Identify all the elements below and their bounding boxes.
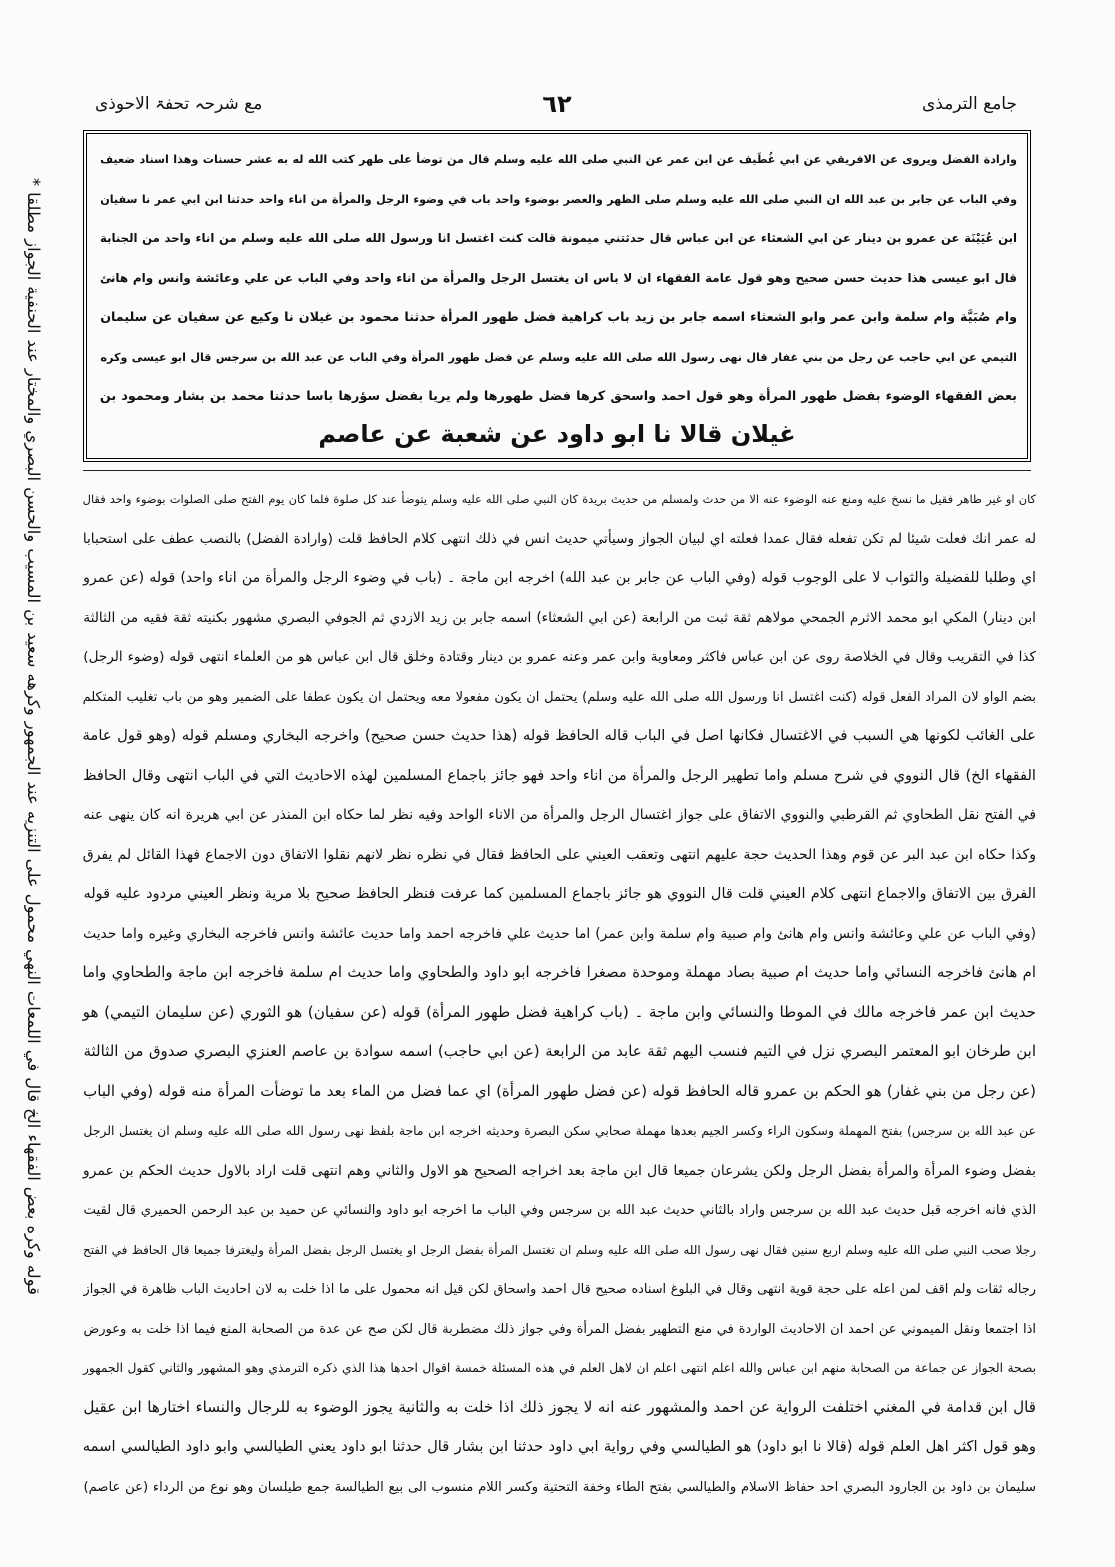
commentary-line: وهو قول اكثر اهل العلم قوله (قالا نا ابو داود) هو الطيالسي وفي رواية ابي داود حدثنا ابن بشار قال حدثنا ابو داود يعني الطيالسي وابو داود الطيالسي اسمه [82, 1438, 1036, 1455]
section-divider [83, 470, 1031, 471]
commentary-line: (عن رجل من بني غفار) هو الحكم بن عمرو قاله الحافظ قوله (عن فضل طهور المرأة) اي عما فضل من الماء بعد ما توضأت المرأة منه قوله (وفي الباب [83, 1081, 1036, 1100]
commentary-line: له عمر انك فعلت شيئا لم تكن تفعله فقال عمدا فعلته اي لبيان الجواز وسيأتي حديث انس في ذلك انتهى كلام الحافظ قلت (وارادة الفضل) بالنصب عطف على استحبابا [82, 530, 1036, 547]
commentary-line: بفضل وضوء المرأة والمرأة بفضل الرجل ولكن يشرعان جميعا قال ابن ماجة بعد اخراجه الصحيح هو الاول والثاني وهم انتهى قلت اراد بالاول حديث الحكم بن عمرو [82, 1162, 1036, 1179]
matn-line-last: غيلان قالا نا ابو داود عن شعبة عن عاصم [318, 419, 796, 448]
matn-line: وفي الباب عن جابر بن عبد الله ان النبي صلى الله عليه وسلم صلى الظهر والعصر بوضوء واحد باب في وضوء الرجل والمرأة من اناء واحد حدثنا ابن ابي عمر نا سفيان [100, 192, 1017, 206]
book-title-text: جامع الترمذی [922, 94, 1017, 114]
commentary-line: بضم الواو لان المراد الفعل قوله (كنت اغتسل انا ورسول الله صلى الله عليه وسلم) يحتمل ان يكون مفعولا معه ويحتمل ان يكون عطفا على الضمير وهو من باب تغليب المتكلم [82, 689, 1036, 705]
commentary-line: رجلا صحب النبي صلى الله عليه وسلم اربع سنين فقال نهى رسول الله صلى الله عليه وسلم ان تغتسل المرأة بفضل الرجل او يغتسل الرجل بفضل المرأة وليغترفا جميعا قال الحافظ في الفتح [82, 1242, 1036, 1257]
matn-line: بعض الفقهاء الوضوء بفضل طهور المرأة وهو قول احمد واسحق كرها فضل طهورها ولم يريا بفضل سؤرها باسا حدثنا محمد بن بشار ومحمود بن [99, 389, 1017, 404]
commentary-title-text: مع شرحہ تحفۃ الاحوذی [95, 94, 263, 114]
commentary-line: حديث ابن عمر فاخرجه مالك في الموطا والنسائي وابن ماجة ۔ (باب كراهية فضل طهور المرأة) قوله (عن سفيان) هو الثوري (عن سليمان التيمي) هو [82, 1002, 1036, 1021]
commentary-line: كان او غير طاهر فقيل ما نسخ عليه ومنع عنه الوضوء عنه الا من حدث ولمسلم من حديث بريدة كان النبي صلى الله عليه وسلم يتوضأ عند كل صلوة فلما كان يوم الفتح صلى الصلوات بوضوء واحد فقال [82, 492, 1036, 506]
page-number: ٦٢ [542, 90, 572, 118]
commentary-line: ابن دينار) المكي ابو محمد الاثرم الجمحي مولاهم ثقة ثبت من الرابعة (عن ابي الشعثاء) اسمه جابر بن زيد الازدي ثم الجوفي البصري مشهور بكنيته ثقة فقيه من الثالثة [83, 609, 1036, 626]
book-title [922, 88, 1017, 120]
commentary-line: اذا اجتمعا ونقل الميموني عن احمد ان الاحاديث الواردة في منع التطهير بفضل المرأة وفي جواز ذلك مضطربة قال لكن صح عن عدة من الصحابة المنع فيما اذا خلت به وعورض [83, 1321, 1036, 1337]
commentary-line: سليمان بن داود بن الجارود البصري احد حفاظ الاسلام والطيالسي بفتح الطاء وخفة التحتية وكسر اللام منسوب الى بيع الطيالسة جمع طيلسان وهو نوع من الرداء (عن عاصم) [83, 1479, 1036, 1495]
matn-line: ابن عُيَيْنَة عن عمرو بن دينار عن ابي الشعثاء عن ابن عباس قال حدثتني ميمونة قالت كنت اغتسل انا ورسول الله صلى الله عليه وسلم من اناء واحد من الجنابة [100, 231, 1017, 245]
commentary-line: في الفتح نقل الطحاوي ثم القرطبي والنووي الاتفاق على جواز اغتسال الرجل والمرأة من الاناء الواحد وفيه نظر لما حكاه ابن المنذر عن ابي هريرة انه كان ينهى عنه [83, 807, 1036, 823]
commentary-line: ابن طرخان ابو المعتمر البصري نزل في التيم فنسب اليهم ثقة عابد من الرابعة (عن ابي حاجب) اسمه سوادة بن عاصم العنزي البصري صدوق من الثالثة [83, 1042, 1036, 1060]
commentary-line: بصحة الجواز عن جماعة من الصحابة منهم ابن عباس والله اعلم انتهى اعلم ان لاهل العلم في هذه المسئلة خمسة اقوال احدها هذا الذي ذكره الترمذي وهو المشهور والثاني كقول الجمهور [82, 1361, 1036, 1375]
commentary-line: الفقهاء الخ) قال النووي في شرح مسلم واما تطهير الرجل والمرأة من اناء واحد فهو جائز باجماع المسلمين لهذه الاحاديث التي في الباب انتهى وقال الحافظ [82, 766, 1036, 784]
commentary-line: (وفي الباب عن علي وعائشة وانس وام هانئ وام صبية وام سلمة وابن عمر) اما حديث علي فاخرجه احمد واما حديث عائشة وانس فاخرجه البخاري وغيره واما حديث [83, 925, 1036, 942]
matn-line: قال ابو عيسى هذا حديث حسن صحيح وهو قول عامة الفقهاء ان لا باس ان يغتسل الرجل والمرأة من اناء واحد وفي الباب عن علي وعائشة وانس وام هانئ [99, 270, 1017, 285]
commentary-line: ام هانئ فاخرجه النسائي واما حديث ام صبية بصاد مهملة وموحدة مصغرا فاخرجه ابو داود والطحاوي واما حديث ام سلمة فاخرجه ابن ماجة والطحاوي واما [82, 964, 1036, 981]
margin-note: قوله وكره بعض الفقهاء الخ قال في اللمعات النهي محمول على التنزيه عند الجمهور وكرهه سعيد بن المسيب والحسن البصري والمختار عند الحنفية الجواز مطلقا * [24, 177, 43, 1295]
commentary-line: رجاله ثقات ولم اقف لمن اعله على حجة قوية انتهى وقال في البلوغ اسناده صحيح قال احمد واسحاق لكن قيل انه محمول على ما اذا خلت به لان احاديث الباب ظاهرة في الجواز [83, 1282, 1036, 1297]
matn-line: التيمي عن ابي حاجب عن رجل من بني غفار قال نهى رسول الله صلى الله عليه وسلم عن فضل طهور المرأة وفي الباب عن عبد الله بن سرجس قال ابو عيسى وكره [100, 350, 1017, 364]
commentary-line: على الغائب لكونها هي السبب في الاغتسال فكانها اصل في الباب قاله الحافظ قوله (هذا حديث حسن صحيح) واخرجه البخاري ومسلم قوله (وهو قول عامة [82, 727, 1036, 744]
commentary-block [80, 478, 1036, 1505]
matn-line: وام صُبَيَّة وام سلمة وابن عمر وابو الشعثاء اسمه جابر بن زيد باب كراهية فضل طهور المرأة حدثنا محمود بن غيلان نا وكيع عن سفيان عن سليمان [100, 309, 1017, 324]
commentary-title [95, 88, 262, 120]
commentary-line: عن عبد الله بن سرجس) بفتح المهملة وسكون الراء وكسر الجيم بعدها مهملة صحابي سكن البصرة وحديثه اخرجه ابن ماجة بلفظ نهى رسول الله صلى الله عليه وسلم ان يغتسل الرجل [83, 1123, 1036, 1138]
commentary-line: الذي فانه اخرجه قبل حديث عبد الله بن سرجس واراد بالثاني حديث عبد الله بن سرجس وفي الباب ما اخرجه ابو داود والنسائي عن حميد بن عبد الرحمن الحميري قال لقيت [83, 1203, 1036, 1218]
commentary-line: اي وطلبا للفضيلة والثواب لا على الوجوب قوله (وفي الباب عن جابر بن عبد الله) اخرجه ابن ماجة ۔ (باب في وضوء الرجل والمرأة من اناء واحد) قوله (عن عمرو [83, 570, 1036, 586]
matn-box [83, 130, 1031, 462]
commentary-line: وكذا حكاه ابن عبد البر عن قوم وهذا الحديث حجة عليهم انتهى وتعقب العيني على الحافظ فقال في نظره نظر لانهم نقلوا الاتفاق دون الاجماع فهذا القائل لم يفرق [82, 846, 1036, 863]
commentary-line: الفرق بين الاتفاق والاجماع انتهى كلام العيني قلت قال النووي هو جائز باجماع المسلمين كما عرفت فنظر الحافظ صحيح بلا مرية ونظر العيني مردود عليه قوله [83, 886, 1036, 902]
commentary-line: قال ابن قدامة في المغني اختلفت الرواية عن احمد والمشهور عنه انه لا يجوز ذلك اذا خلت به والثانية يجوز الوضوء به للرجال والنساء اختارها ابن عقيل [83, 1397, 1036, 1416]
matn-line: وارادة الفضل ويروى عن الافريقي عن ابي غُطَيف عن ابن عمر عن النبي صلى الله عليه وسلم قال من توضأ على طهر كتب الله له به عشر حسنات وهذا اسناد ضعيف [100, 153, 1017, 166]
commentary-line: كذا في التقريب وقال في الخلاصة روى عن ابن عباس فاكثر ومعاوية وابن عمر وعنه عمرو بن دينار وقتادة وخلق قال ابن عباس هو من العلماء انتهى قوله (وضوء الرجل) [83, 649, 1036, 665]
